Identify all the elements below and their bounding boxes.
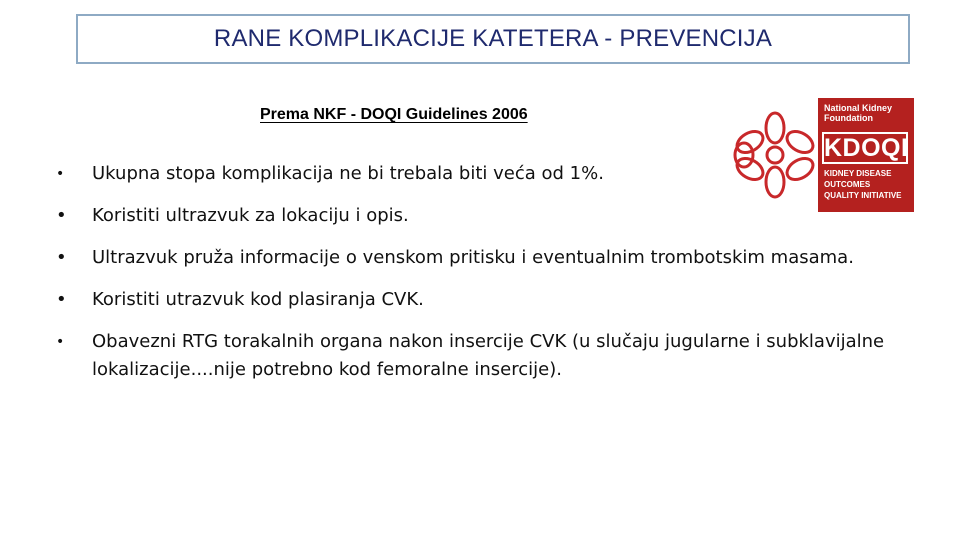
bullet-text: Koristiti utrazvuk kod plasiranja CVK.: [92, 289, 424, 310]
bullet-dot: •: [56, 205, 67, 226]
bullet-item: [56, 328, 936, 384]
bullet-item: [56, 286, 936, 314]
bullet-item: [56, 244, 936, 272]
logo-org-name: National Kidney Foundation: [824, 103, 893, 123]
bullet-dot: •: [56, 166, 65, 182]
bullet-item: [56, 160, 936, 188]
bullet-list: [56, 160, 936, 398]
bullet-dot: •: [56, 247, 67, 268]
bullet-text: Obavezni RTG torakalnih organa nakon insercije CVK (u slučaju jugularne i subklavijalne lokalizacije....nije potrebno kod femoralne insercije).: [92, 331, 885, 380]
bullet-dot: •: [56, 334, 65, 350]
bullet-dot: •: [56, 289, 67, 310]
bullet-item: [56, 202, 936, 230]
logo-kdoqi-wordmark: KDOQI: [824, 134, 909, 162]
slide-subtitle: Prema NKF - DOQI Guidelines 2006: [260, 106, 528, 123]
bullet-text: Koristiti ultrazvuk za lokaciju i opis.: [92, 205, 409, 226]
logo-tagline: KIDNEY DISEASE OUTCOMES QUALITY INITIATIVE: [824, 169, 902, 200]
title-box: [76, 14, 910, 64]
bullet-text: Ukupna stopa komplikacija ne bi trebala biti veća od 1%.: [92, 163, 604, 184]
bullet-text: Ultrazvuk pruža informacije o venskom pritisku i eventualnim trombotskim masama.: [92, 247, 854, 268]
slide-title: RANE KOMPLIKACIJE KATETERA - PREVENCIJA: [213, 25, 773, 52]
